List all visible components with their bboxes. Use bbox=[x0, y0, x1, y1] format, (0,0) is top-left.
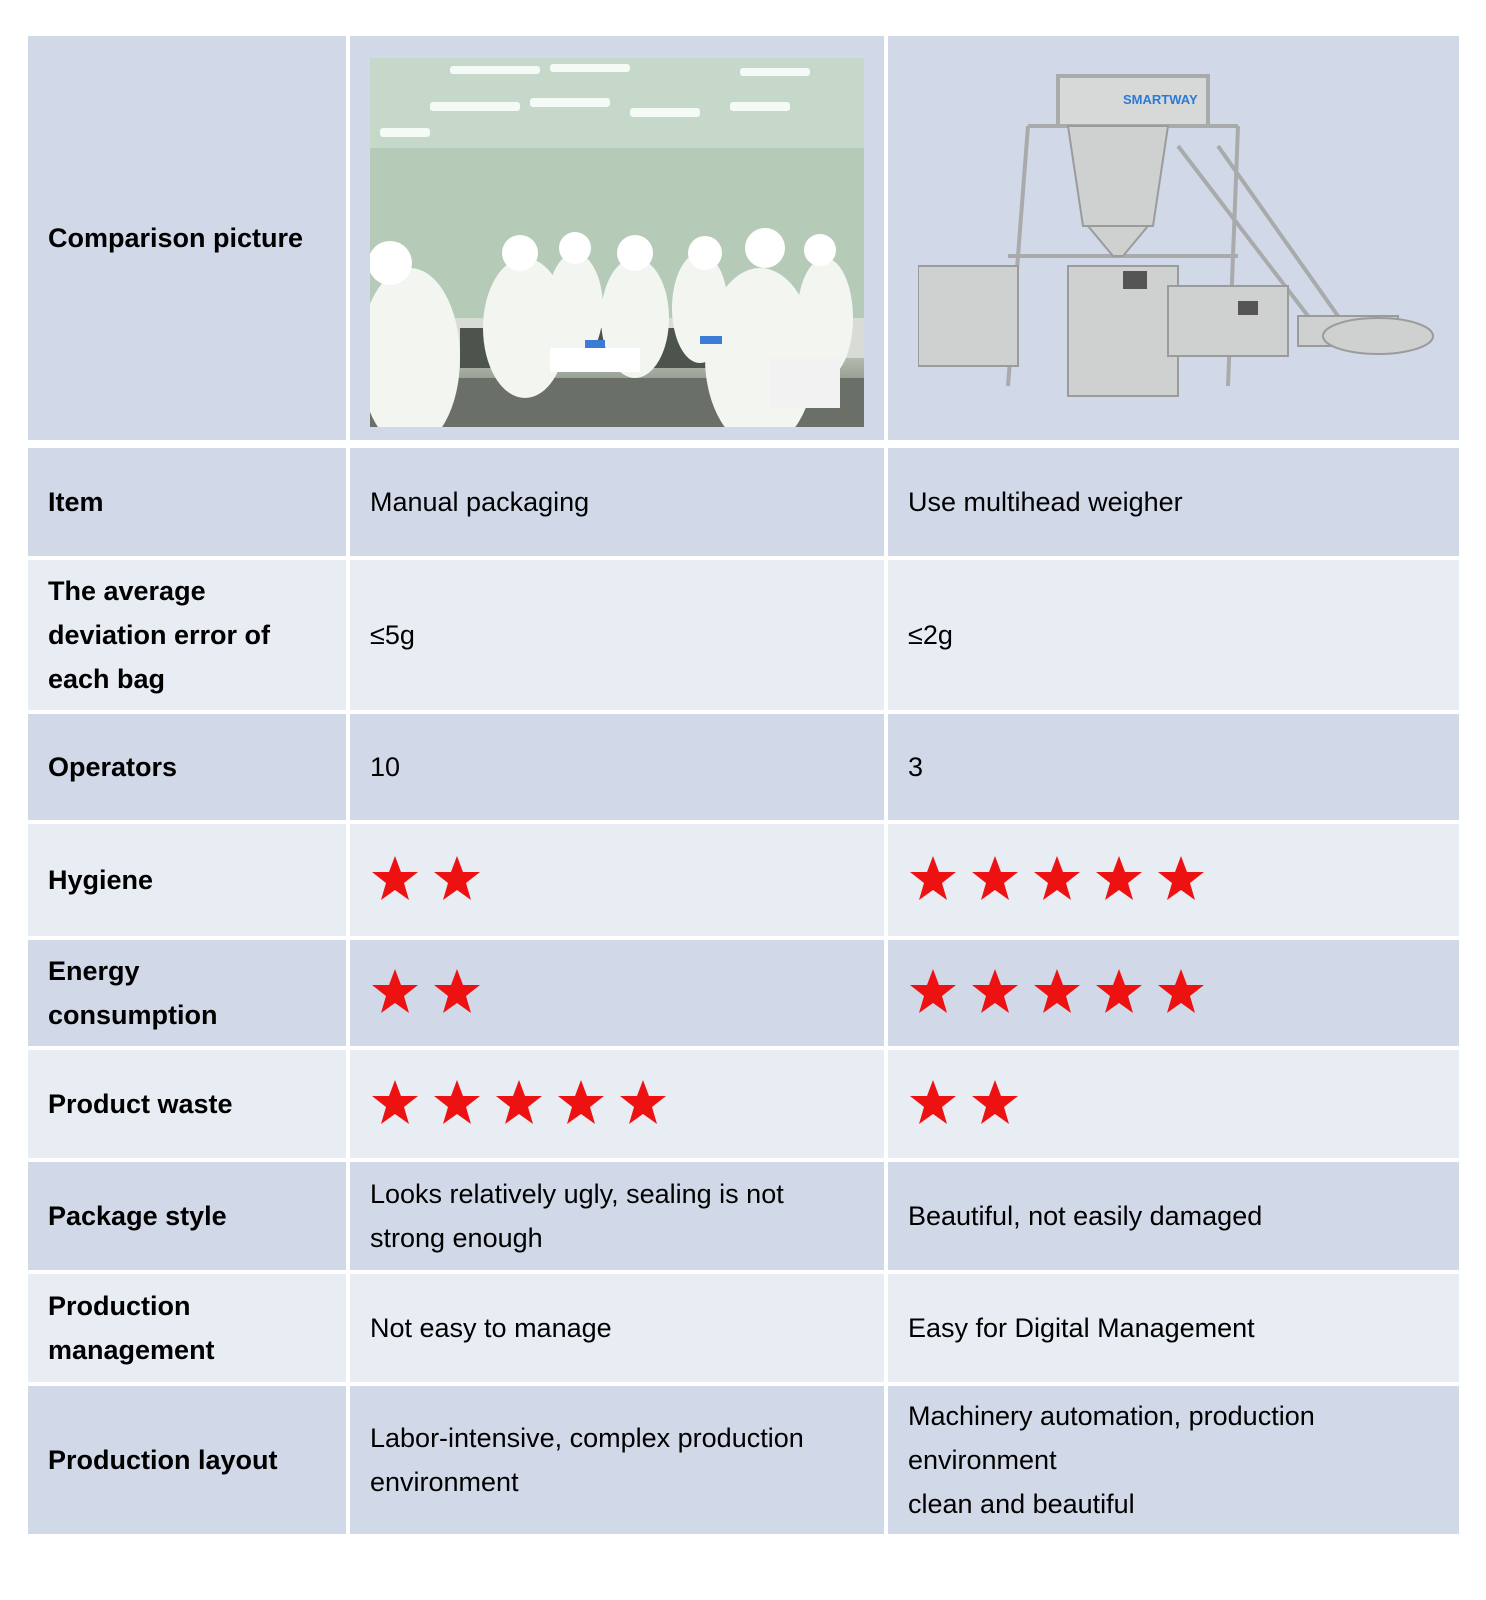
label-line: consumption bbox=[48, 1000, 218, 1030]
manual-cell bbox=[350, 940, 884, 1046]
manual-cell bbox=[350, 1050, 884, 1158]
row-comparison-picture bbox=[28, 36, 1459, 440]
star-icon bbox=[970, 967, 1032, 1019]
star-icon bbox=[970, 854, 1032, 906]
row-label: Product waste bbox=[48, 1089, 233, 1119]
manual-cell bbox=[350, 1386, 884, 1534]
machine-cell bbox=[888, 1386, 1459, 1534]
star-icon bbox=[1156, 854, 1218, 906]
machine-cell bbox=[888, 448, 1459, 556]
manual-cell bbox=[350, 824, 884, 936]
star-icon bbox=[370, 1078, 432, 1130]
manual-cell bbox=[350, 714, 884, 820]
row-label-cell bbox=[28, 560, 346, 710]
row-hygiene bbox=[28, 824, 1459, 936]
multihead-weigher-photo bbox=[918, 66, 1438, 416]
star-icon bbox=[908, 854, 970, 906]
label-line: management bbox=[48, 1335, 215, 1365]
star-rating bbox=[370, 967, 494, 1019]
manual-value: ≤5g bbox=[370, 620, 415, 650]
manual-value bbox=[370, 1416, 804, 1504]
manual-value: Manual packaging bbox=[370, 487, 590, 517]
row-deviation bbox=[28, 560, 1459, 710]
label-line: each bag bbox=[48, 664, 166, 694]
star-icon bbox=[908, 967, 970, 1019]
machine-value: ≤2g bbox=[908, 620, 953, 650]
star-icon bbox=[432, 1078, 494, 1130]
star-rating bbox=[370, 1078, 680, 1130]
machine-value: Easy for Digital Management bbox=[908, 1313, 1255, 1343]
label-line: deviation error of bbox=[48, 620, 271, 650]
manual-packaging-photo bbox=[370, 58, 864, 427]
row-production-management bbox=[28, 1274, 1459, 1382]
row-label bbox=[48, 1284, 215, 1372]
row-label-cell bbox=[28, 448, 346, 556]
row-label-cell bbox=[28, 1386, 346, 1534]
star-icon bbox=[618, 1078, 680, 1130]
star-icon bbox=[370, 967, 432, 1019]
star-rating bbox=[908, 1078, 1032, 1130]
machine-cell bbox=[888, 560, 1459, 710]
star-icon bbox=[908, 1078, 970, 1130]
row-label-cell bbox=[28, 36, 346, 440]
label-line: Production bbox=[48, 1291, 191, 1321]
row-item bbox=[28, 448, 1459, 556]
machine-cell bbox=[888, 940, 1459, 1046]
star-rating bbox=[370, 854, 494, 906]
row-waste bbox=[28, 1050, 1459, 1158]
machine-cell bbox=[888, 714, 1459, 820]
row-label bbox=[48, 569, 270, 701]
manual-cell bbox=[350, 1274, 884, 1382]
machine-value: 3 bbox=[908, 752, 924, 782]
star-rating bbox=[908, 967, 1218, 1019]
machine-cell bbox=[888, 1162, 1459, 1270]
row-label: Item bbox=[48, 487, 104, 517]
star-icon bbox=[432, 967, 494, 1019]
value-line: environment bbox=[908, 1445, 1057, 1475]
row-production-layout bbox=[28, 1386, 1459, 1534]
machine-value: Use multihead weigher bbox=[908, 487, 1183, 517]
star-icon bbox=[1032, 967, 1094, 1019]
row-label: Package style bbox=[48, 1201, 227, 1231]
star-icon bbox=[432, 854, 494, 906]
star-icon bbox=[970, 1078, 1032, 1130]
star-icon bbox=[1032, 854, 1094, 906]
machine-value: Beautiful, not easily damaged bbox=[908, 1201, 1263, 1231]
row-label: Production layout bbox=[48, 1445, 278, 1475]
row-package-style bbox=[28, 1162, 1459, 1270]
row-label-cell bbox=[28, 940, 346, 1046]
manual-value bbox=[370, 1172, 784, 1260]
row-label: Operators bbox=[48, 752, 178, 782]
star-icon bbox=[556, 1078, 618, 1130]
row-label bbox=[48, 949, 218, 1037]
star-icon bbox=[1156, 967, 1218, 1019]
row-label-cell bbox=[28, 824, 346, 936]
value-line: Looks relatively ugly, sealing is not bbox=[370, 1179, 784, 1209]
manual-picture-cell bbox=[350, 36, 884, 440]
manual-value: 10 bbox=[370, 752, 401, 782]
row-label-cell bbox=[28, 1050, 346, 1158]
label-line: Energy bbox=[48, 956, 140, 986]
row-label: Comparison picture bbox=[48, 223, 304, 253]
star-icon bbox=[370, 854, 432, 906]
row-energy bbox=[28, 940, 1459, 1046]
manual-cell bbox=[350, 1162, 884, 1270]
star-rating bbox=[908, 854, 1218, 906]
value-line: Labor-intensive, complex production bbox=[370, 1423, 804, 1453]
star-icon bbox=[1094, 967, 1156, 1019]
row-label-cell bbox=[28, 1162, 346, 1270]
value-line: strong enough bbox=[370, 1223, 543, 1253]
manual-cell bbox=[350, 560, 884, 710]
star-icon bbox=[1094, 854, 1156, 906]
row-label-cell bbox=[28, 1274, 346, 1382]
value-line: environment bbox=[370, 1467, 519, 1497]
machine-value bbox=[908, 1394, 1315, 1526]
manual-cell bbox=[350, 448, 884, 556]
manual-value: Not easy to manage bbox=[370, 1313, 612, 1343]
machine-cell bbox=[888, 1274, 1459, 1382]
row-label-cell bbox=[28, 714, 346, 820]
machine-cell bbox=[888, 1050, 1459, 1158]
machine-cell bbox=[888, 824, 1459, 936]
row-operators bbox=[28, 714, 1459, 820]
machine-brand-text: SMARTWAY bbox=[1123, 92, 1198, 107]
label-line: The average bbox=[48, 576, 206, 606]
row-label: Hygiene bbox=[48, 865, 154, 895]
machine-picture-cell bbox=[888, 36, 1459, 440]
value-line: Machinery automation, production bbox=[908, 1401, 1315, 1431]
star-icon bbox=[494, 1078, 556, 1130]
value-line: clean and beautiful bbox=[908, 1489, 1135, 1519]
